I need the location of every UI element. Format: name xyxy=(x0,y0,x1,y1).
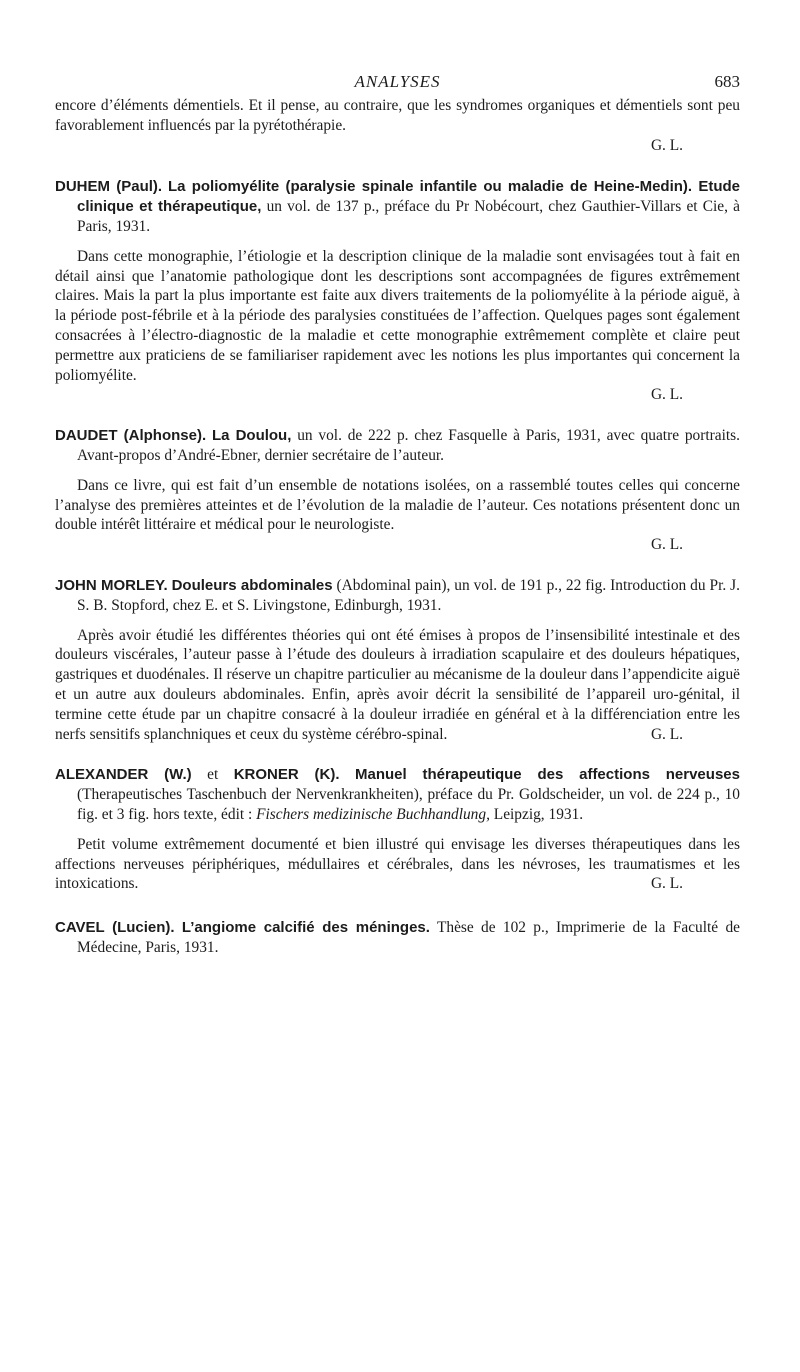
entry-author: JOHN MORLEY. xyxy=(55,576,168,594)
review-entry-alexander-kroner xyxy=(55,765,740,894)
entry-heading xyxy=(55,576,740,616)
entry-body xyxy=(55,835,740,894)
entry-title: La poliomyélite (paralysie spinale infantile ou maladie de Heine-Medin). Etude clinique et thérapeutique, xyxy=(77,178,740,216)
entry-body xyxy=(55,626,740,745)
entry-author: DAUDET (Alphonse). xyxy=(55,427,207,445)
entry-publisher: Fischers medizinische Buchhandlung, xyxy=(256,805,490,823)
page xyxy=(55,70,740,958)
entry-citation-end: Leipzig, 1931. xyxy=(493,805,584,823)
entry-title: Douleurs abdominales xyxy=(171,576,333,594)
review-entry-morley xyxy=(55,576,740,744)
entry-body-text: Petit volume extrêmement documenté et bien illustré qui envisage les diverses thérapeutiques dans les affections nerveuses périphériques, médullaires et cérébrales, dans les névroses, les traumatismes et les intoxications. xyxy=(55,835,740,893)
review-entry-daudet xyxy=(55,426,740,555)
entry-author-2: KRONER (K). xyxy=(233,766,340,784)
entry-citation: un vol. de 222 p. chez Fasquelle à Paris, 1931, avec quatre portraits. Avant-propos d’André-Ebner, dernier secrétaire de l’auteur. xyxy=(77,427,740,464)
entry-heading xyxy=(55,177,740,236)
entry-title: Manuel thérapeutique des affections nerveuses xyxy=(355,766,740,784)
entry-author: CAVEL (Lucien). xyxy=(55,919,175,937)
entry-heading xyxy=(55,426,740,466)
running-head xyxy=(55,70,740,96)
signature: G. L. xyxy=(650,875,683,893)
entry-body: Dans ce livre, qui est fait d’un ensemble de notations isolées, on a rassemblé toutes celles qui concerne l’analyse des premières atteintes et de l’évolution de la maladie de l’auteur. Ces notations présentent donc un double intérêt littéraire et médical pour le neurologiste. xyxy=(55,476,740,534)
signature: G. L. xyxy=(650,725,683,743)
entry-author: DUHEM (Paul). xyxy=(55,178,163,196)
review-entry-cavel xyxy=(55,918,740,958)
entry-title: La Doulou, xyxy=(211,427,292,445)
entry-citation: (Therapeutisches Taschenbuch der Nervenkrankheiten), préface du Pr. Goldscheider, un vol. de 224 p., 10 fig. et 3 fig. hors texte, édit : xyxy=(77,786,740,823)
signature: G. L. xyxy=(650,136,683,154)
entry-connector: et xyxy=(207,766,219,784)
entry-body: Dans cette monographie, l’étiologie et la description clinique de la maladie sont envisagées tout à fait en détail ainsi que l’anatomie pathologique dont les descriptions sont accompagnées de figures extrêmement claires. Mais la part la plus importante est faite aux divers traitements de la poliomyélite à la période aiguë, à la période post-fébrile et à la période des paralysies constituées de l’affection. Quelques pages sont également consacrées à l’électro-diagnostic de la maladie et cette monographie extrêmement complète et claire peut permettre aux praticiens de se familiariser rapidement avec les notions les plus importantes qui concernent la poliomyélite. xyxy=(55,247,740,384)
review-entry-duhem xyxy=(55,177,740,405)
entry-citation: (Abdominal pain), un vol. de 191 p., 22 fig. Introduction du Pr. J. S. B. Stopford, chez E. et S. Livingstone, Edinburgh, 1931. xyxy=(77,576,740,614)
running-head-title: ANALYSES xyxy=(354,72,441,91)
entry-body-text: Après avoir étudié les différentes théories qui ont été émises à propos de l’insensibilité intestinale et des douleurs viscérales, l’auteur passe à l’étude des douleurs à irradiation scapulaire et des douleurs hépatiques, gastriques et duodénales. Il réserve un chapitre particulier au mécanisme de la douleur dans l’appendicite aiguë et un autre aux douleurs abdominales. Enfin, après avoir décrit la sensibilité de l’appareil uro-génital, il termine cette étude par un chapitre consacré à la douleur irradiée en général et à la différenciation entre les nerfs sensitifs splanchniques et ceux du système cérébro-spinal. xyxy=(55,626,740,743)
entry-citation: un vol. de 137 p., préface du Pr Nobécourt, chez Gauthier-Villars et Cie, à Paris, 1931. xyxy=(77,198,740,235)
entry-author: ALEXANDER (W.) xyxy=(55,766,192,784)
continuation-paragraph: encore d’éléments démentiels. Et il pense, au contraire, que les syndromes organiques et démentiels sont peu favorablement influencés par la pyrétothérapie. xyxy=(55,97,740,134)
entry-citation: Thèse de 102 p., Imprimerie de la Faculté de Médecine, Paris, 1931. xyxy=(77,919,740,956)
page-number: 683 xyxy=(714,72,740,91)
signature: G. L. xyxy=(650,386,683,404)
entry-heading xyxy=(55,918,740,958)
entry-heading xyxy=(55,765,740,824)
signature: G. L. xyxy=(650,536,683,554)
entry-title: L’angiome calcifié des méninges. xyxy=(181,919,430,937)
